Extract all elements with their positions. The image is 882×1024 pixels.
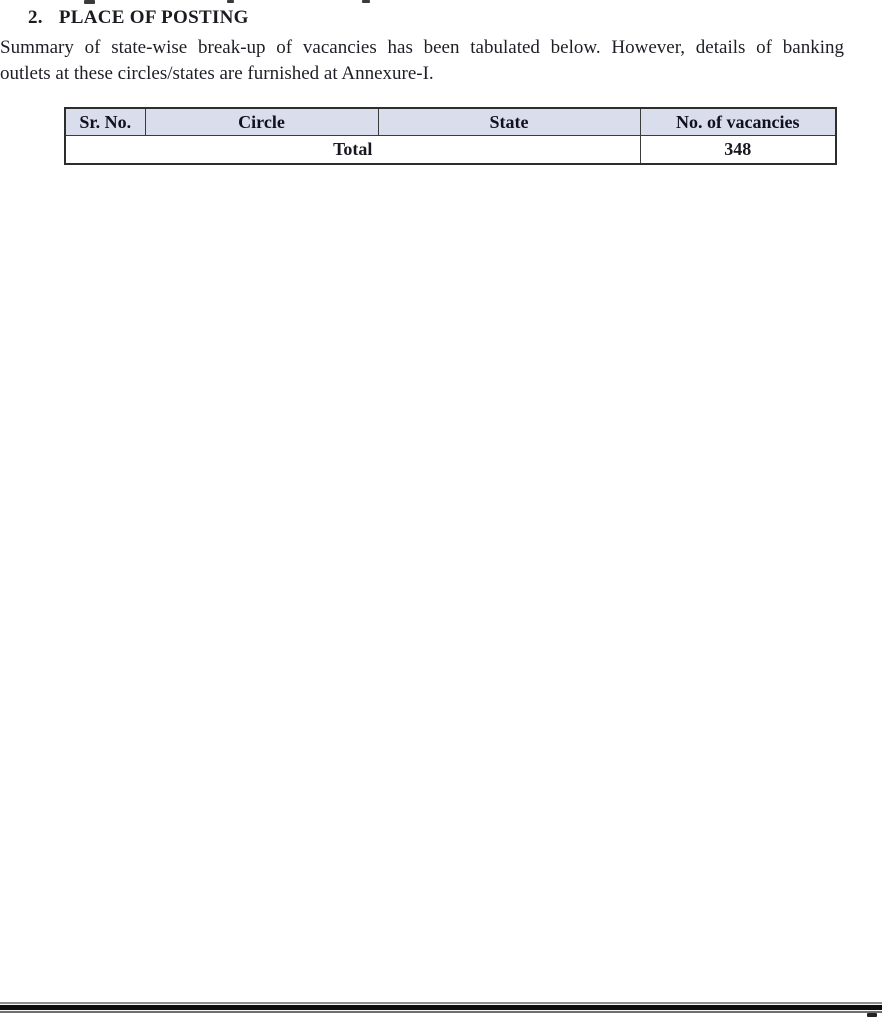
table-body <box>65 136 836 164</box>
total-label: Total <box>65 136 640 164</box>
section-title: PLACE OF POSTING <box>58 7 249 28</box>
scan-artifact <box>227 0 234 3</box>
scan-artifact <box>84 0 95 4</box>
column-header: State <box>378 108 640 136</box>
intro-text-line2: outlets at these circles/states are furnished at Annexure-I. <box>0 63 434 84</box>
intro-paragraph <box>0 35 844 87</box>
page-divider-rule <box>0 1002 882 1013</box>
vacancy-table <box>64 107 837 165</box>
table-header <box>65 108 836 136</box>
scan-artifact <box>362 0 370 3</box>
table-total-row <box>65 136 836 164</box>
rule-thin-bottom <box>0 1011 882 1013</box>
section-heading <box>28 7 249 29</box>
column-header: Circle <box>145 108 378 136</box>
intro-text-line1: Summary of state-wise break-up of vacancies has been tabulated below. However, details of banking <box>0 37 844 58</box>
table-header-row <box>65 108 836 136</box>
column-header: No. of vacancies <box>640 108 836 136</box>
scan-artifact <box>867 1013 877 1017</box>
section-number: 2. <box>28 7 43 28</box>
total-value: 348 <box>640 136 836 164</box>
column-header: Sr. No. <box>65 108 145 136</box>
